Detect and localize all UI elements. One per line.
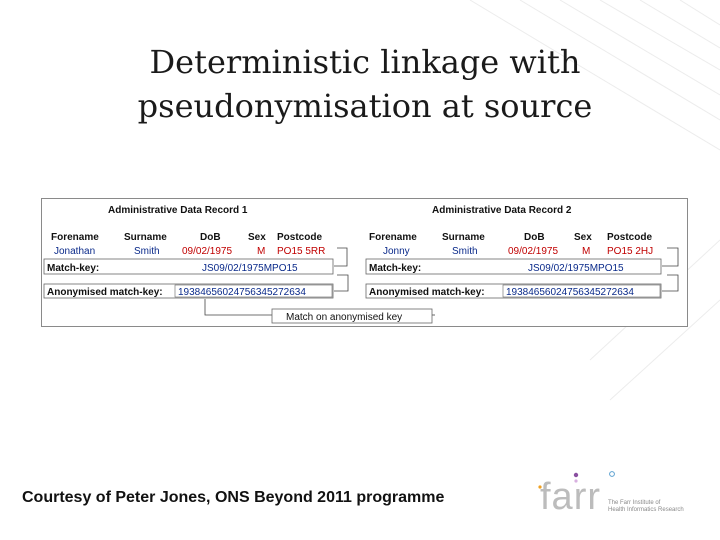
- logo-tagline: [608, 500, 708, 514]
- slide-title: [0, 40, 720, 128]
- record2-sex: M: [582, 246, 591, 257]
- record1-col-sex: Sex: [248, 232, 266, 243]
- title-line-2: pseudonymisation at source: [137, 87, 593, 125]
- record2-col-forename: Forename: [369, 232, 417, 243]
- record1-bracket-matchkey: [334, 248, 347, 266]
- logo-wordmark: farr: [540, 476, 601, 518]
- record2-matchkey-label: Match-key:: [369, 263, 422, 274]
- logo-tagline-1: The Farr Institute of: [608, 500, 661, 506]
- record2-matchkey-value: JS09/02/1975MPO15: [528, 263, 624, 274]
- record2-anon-label: Anonymised match-key:: [369, 287, 485, 298]
- record1-bracket-anon: [334, 275, 348, 291]
- record2-bracket-matchkey: [662, 248, 678, 266]
- record1-matchkey-value: JS09/02/1975MPO15: [202, 263, 298, 274]
- record1-surname: Smith: [134, 246, 160, 257]
- record2-surname: Smith: [452, 246, 478, 257]
- record2-col-sex: Sex: [574, 232, 592, 243]
- slide-footer: Courtesy of Peter Jones, ONS Beyond 2011 programme: [22, 489, 445, 506]
- linkage-figure: [41, 198, 688, 327]
- record2-col-postcode: Postcode: [607, 232, 653, 243]
- record2-bracket-anon: [662, 275, 678, 291]
- record1-col-surname: Surname: [124, 232, 167, 243]
- record1-col-postcode: Postcode: [277, 232, 323, 243]
- logo-tagline-2: Health Informatics Research: [608, 507, 684, 513]
- record1-anon-value: 19384656024756345272634: [178, 287, 306, 298]
- record2-postcode: PO15 2HJ: [607, 246, 654, 257]
- record2-col-surname: Surname: [442, 232, 485, 243]
- record1-sex: M: [257, 246, 266, 257]
- record1-anon-label: Anonymised match-key:: [47, 287, 163, 298]
- farr-logo: [530, 465, 710, 525]
- match-label: Match on anonymised key: [286, 312, 403, 323]
- record1-postcode: PO15 5RR: [277, 246, 326, 257]
- record1-col-forename: Forename: [51, 232, 99, 243]
- record1-matchkey-label: Match-key:: [47, 263, 100, 274]
- record2-forename: Jonny: [383, 246, 410, 257]
- record2-dob: 09/02/1975: [508, 246, 559, 257]
- record1-heading: Administrative Data Record 1: [108, 205, 248, 216]
- match-connector-left: [205, 299, 272, 315]
- linkage-diagram: [42, 199, 689, 328]
- record1-forename: Jonathan: [54, 246, 96, 257]
- record2-anon-value: 19384656024756345272634: [506, 287, 634, 298]
- title-line-1: Deterministic linkage with: [149, 43, 581, 81]
- record1-dob: 09/02/1975: [182, 246, 233, 257]
- record2-col-dob: DoB: [524, 232, 545, 243]
- record1-col-dob: DoB: [200, 232, 221, 243]
- record2-heading: Administrative Data Record 2: [432, 205, 572, 216]
